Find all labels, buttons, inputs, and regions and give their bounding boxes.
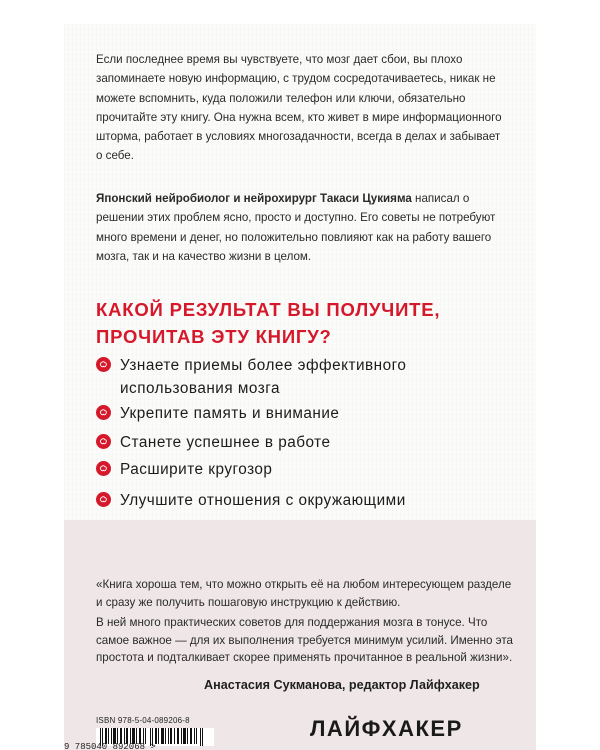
- review-quote-part1: «Книга хороша тем, что можно открыть её на любом интересующем разделе и сразу же получить пошаговую инструкцию к действию.: [96, 578, 512, 609]
- benefit-text: Укрепите память и внимание: [120, 405, 340, 422]
- author-paragraph-rest: написал о решении этих проблем ясно, просто и доступно. Его советы не потребуют много времени и денег, но положительно повлияют как на работу вашего мозга, так и на качество жизни в целом.: [96, 192, 496, 263]
- benefit-text: Станете успешнее в работе: [120, 434, 331, 451]
- isbn-label: ISBN 978-5-04-089206-8: [96, 716, 190, 725]
- book-back-cover: [64, 24, 536, 750]
- review-author: Анастасия Сукманова, редактор Лайфхакер: [204, 678, 480, 692]
- benefits-heading-line2: ПРОЧИТАВ ЭТУ КНИГУ?: [96, 326, 332, 347]
- cover-top-section: [64, 24, 536, 520]
- publisher-logo: ЛАЙФХАКЕР: [310, 716, 463, 741]
- review-quote-part2: В ней много практических советов для поддержания мозга в тонусе. Что самое важное — для их выполнения требуется минимум усилий. Именно эта простота и подталкивает скорее применять прочитанное в реальной жизни».: [96, 616, 513, 665]
- author-paragraph: [96, 189, 506, 266]
- brain-bullet-icon: [96, 357, 111, 372]
- intro-paragraph: Если последнее время вы чувствуете, что мозг дает сбои, вы плохо запоминаете новую информацию, с трудом сосредотачиваетесь, никак не можете вспомнить, куда положили телефон или ключи, обязательно прочитайте эту книгу. Она нужна всем, кто живет в мире информационного шторма, работает в условиях многозадачности, всегда в делах и забывает о себе.: [96, 53, 502, 163]
- brain-bullet-icon: [96, 434, 111, 449]
- barcode-digits: 9 785040 892068 >: [64, 742, 156, 750]
- benefits-heading: [96, 296, 516, 350]
- brain-bullet-icon: [96, 492, 111, 507]
- benefit-text: Узнаете приемы более эффективного использования мозга: [120, 357, 407, 397]
- brain-bullet-icon: [96, 461, 111, 476]
- brain-bullet-icon: [96, 405, 111, 420]
- review-section: [64, 520, 536, 750]
- benefit-text: Расширите кругозор: [120, 461, 273, 478]
- benefits-heading-line1: КАКОЙ РЕЗУЛЬТАТ ВЫ ПОЛУЧИТЕ,: [96, 299, 441, 320]
- author-intro-bold: Японский нейробиолог и нейрохирург Такаси Цукияма: [96, 192, 412, 205]
- benefit-text: Улучшите отношения с окружающими: [120, 492, 406, 509]
